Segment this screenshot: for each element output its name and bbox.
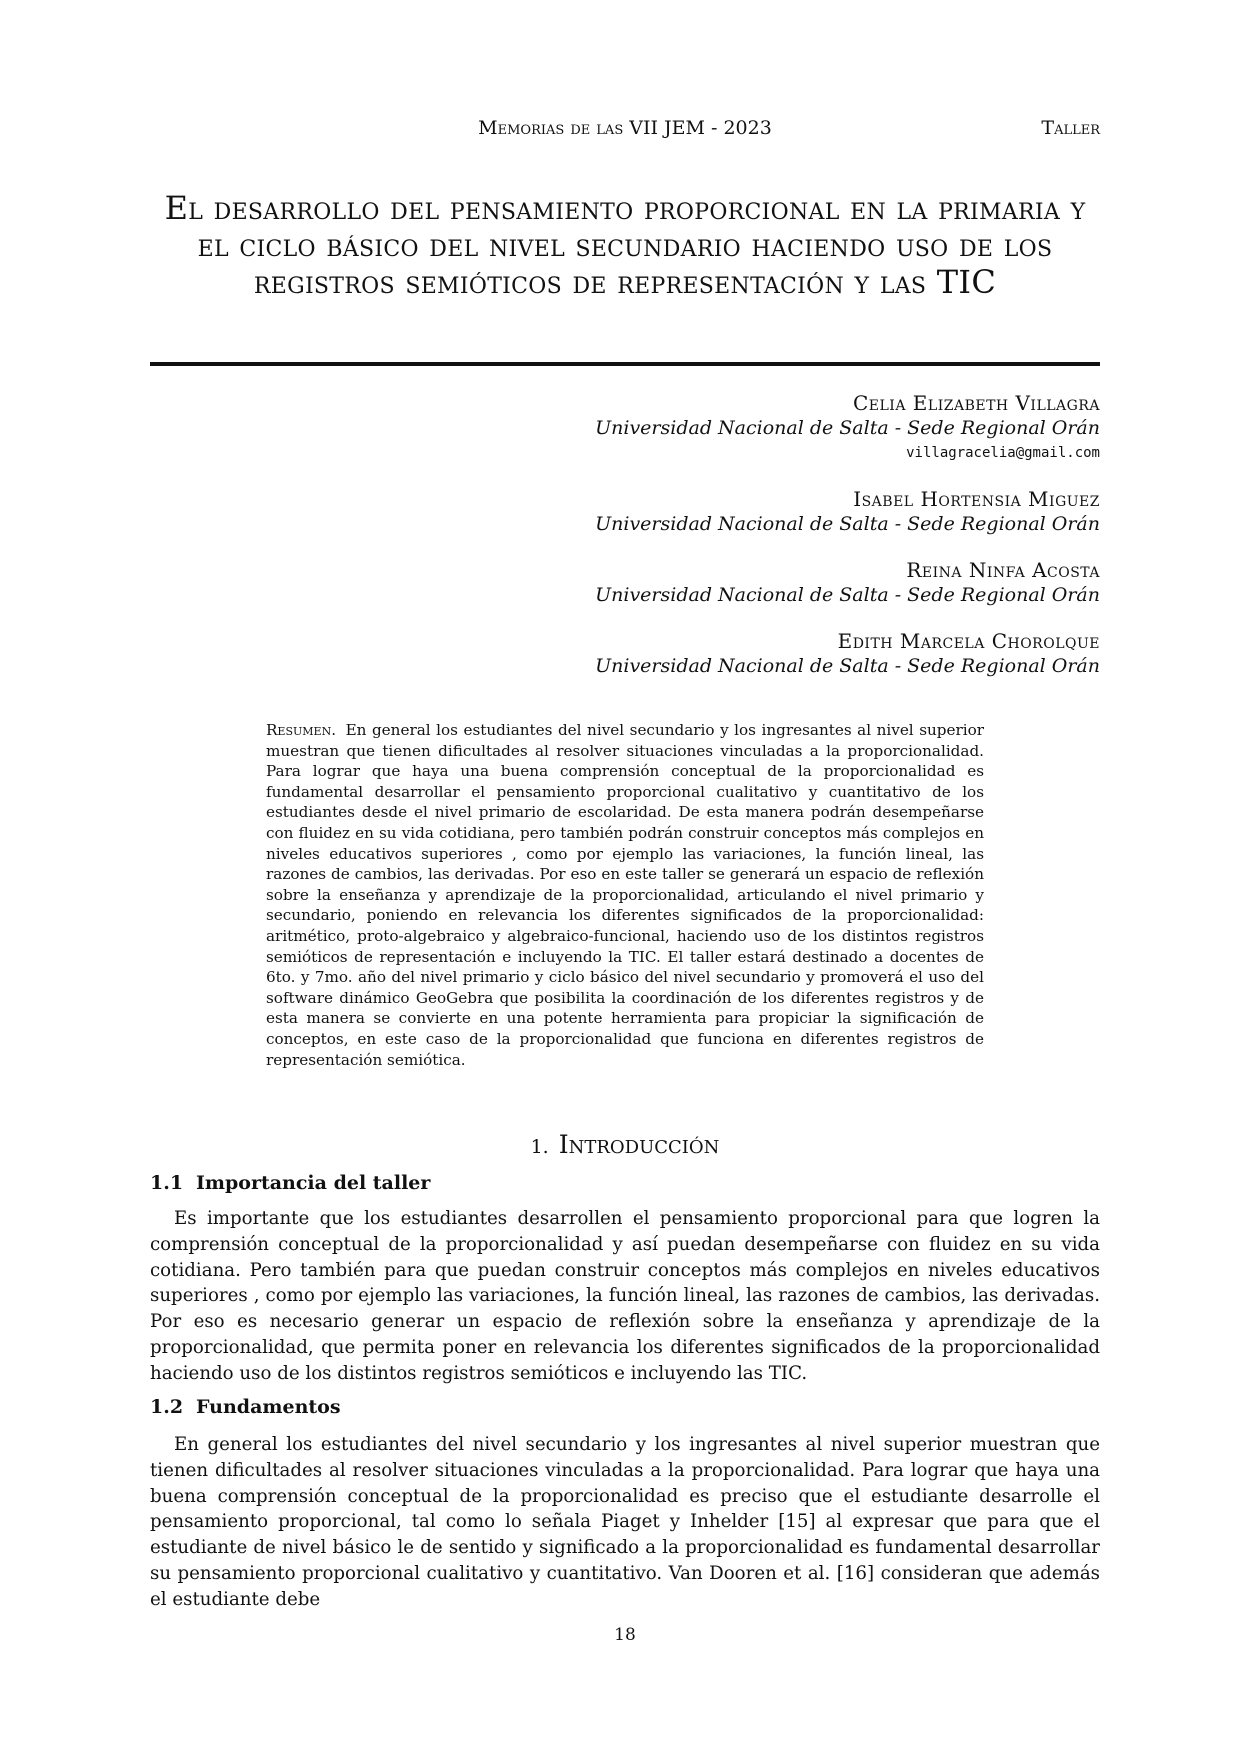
subsection-title: Importancia del taller <box>196 1172 431 1194</box>
author-entry <box>500 628 1100 679</box>
author-affiliation: Universidad Nacional de Salta - Sede Regional Orán <box>595 655 1100 677</box>
author-affiliation: Universidad Nacional de Salta - Sede Regional Orán <box>595 513 1100 535</box>
running-header <box>150 117 1100 147</box>
author-entry <box>500 390 1100 466</box>
running-title: Memorias de las VII JEM - 2023 <box>478 117 772 139</box>
abstract <box>266 720 984 1070</box>
section-number: 1. <box>530 1136 549 1158</box>
subsection-number: 1.2 <box>150 1396 184 1418</box>
author-name: Reina Ninfa Acosta <box>906 558 1100 582</box>
paper-page <box>150 0 1100 1754</box>
author-entry <box>500 557 1100 608</box>
section-heading <box>150 1130 1100 1159</box>
subsection-heading <box>150 1172 1100 1194</box>
section-title: Introducción <box>558 1130 720 1159</box>
author-name: Celia Elizabeth Villagra <box>852 391 1100 415</box>
abstract-text: En general los estudiantes del nivel secundario y los ingresantes al nivel superior muestran que tienen dificultades al resolver situaciones vinculadas a la proporcionalidad. Para lograr que haya una buena comprensión conceptual de la proporcionalidad es fundamental desarrollar el pensamiento proporcional cualitativo y cuantitativo de los estudiantes desde el nivel primario de escolaridad. De esta manera podrán desempeñarse con fluidez en su vida cotidiana, pero también podrán construir conceptos más complejos en niveles educativos superiores , como por ejemplo las variaciones, la función lineal, las razones de cambios, las derivadas. Por eso en este taller se generará un espacio de reflexión sobre la enseñanza y aprendizaje de la proporcionalidad, articulando el nivel primario y secundario, poniendo en relevancia los diferentes significados de la proporcionalidad: aritmético, proto-algebraico y algebraico-funcional, haciendo uso de los distintos registros semióticos de representación e incluyendo la TIC. El taller estará destinado a docentes de 6to. y 7mo. año del nivel primario y ciclo básico del nivel secundario y promoverá el uso del software dinámico GeoGebra que posibilita la coordinación de los diferentes registros y de esta manera se convierte en una potente herramienta para propiciar la significación de conceptos, en este caso de la proporcionalidad que funciona en diferentes registros de representación semiótica. <box>266 721 984 1069</box>
author-email[interactable]: villagracelia@gmail.com <box>906 445 1100 461</box>
author-affiliation: Universidad Nacional de Salta - Sede Regional Orán <box>595 584 1100 606</box>
author-name: Isabel Hortensia Miguez <box>853 487 1100 511</box>
abstract-label: Resumen. <box>266 721 337 739</box>
subsection-number: 1.1 <box>150 1172 184 1194</box>
author-affiliation: Universidad Nacional de Salta - Sede Regional Orán <box>595 417 1100 439</box>
subsection-heading <box>150 1396 1100 1418</box>
paragraph: En general los estudiantes del nivel secundario y los ingresantes al nivel superior muestran que tienen dificultades al resolver situaciones vinculadas a la proporcionalidad. Para lograr que haya una buena comprensión conceptual de la proporcionalidad es preciso que el estudiante desarrolle el pensamiento proporcional, tal como lo señala Piaget y Inhelder [15] al expresar que para que el estudiante de nivel básico le de sentido y significado a la proporcionalidad es fundamental desarrollar su pensamiento proporcional cualitativo y cuantitativo. Van Dooren et al. [16] consideran que además el estudiante debe <box>150 1434 1100 1610</box>
title-rule <box>150 362 1100 366</box>
paper-title: El desarrollo del pensamiento proporcional en la primaria y el ciclo básico del nivel secundario haciendo uso de los registros semióticos de representación y las TIC <box>164 189 1086 301</box>
author-entry <box>500 486 1100 537</box>
section-tag: Taller <box>1041 117 1100 139</box>
subsection-title: Fundamentos <box>196 1396 341 1418</box>
author-name: Edith Marcela Chorolque <box>837 629 1100 653</box>
author-block <box>500 390 1100 699</box>
page-number: 18 <box>614 1625 636 1645</box>
paragraph: Es importante que los estudiantes desarrollen el pensamiento proporcional para que logren la comprensión conceptual de la proporcionalidad y así puedan desempeñarse con fluidez en su vida cotidiana. Pero también para que puedan construir conceptos más complejos en niveles educativos superiores , como por ejemplo las variaciones, la función lineal, las razones de cambios, las derivadas. Por eso es necesario generar un espacio de reflexión sobre la enseñanza y aprendizaje de la proporcionalidad, que permita poner en relevancia los diferentes significados de la proporcionalidad haciendo uso de los distintos registros semióticos e incluyendo las TIC. <box>150 1208 1100 1384</box>
